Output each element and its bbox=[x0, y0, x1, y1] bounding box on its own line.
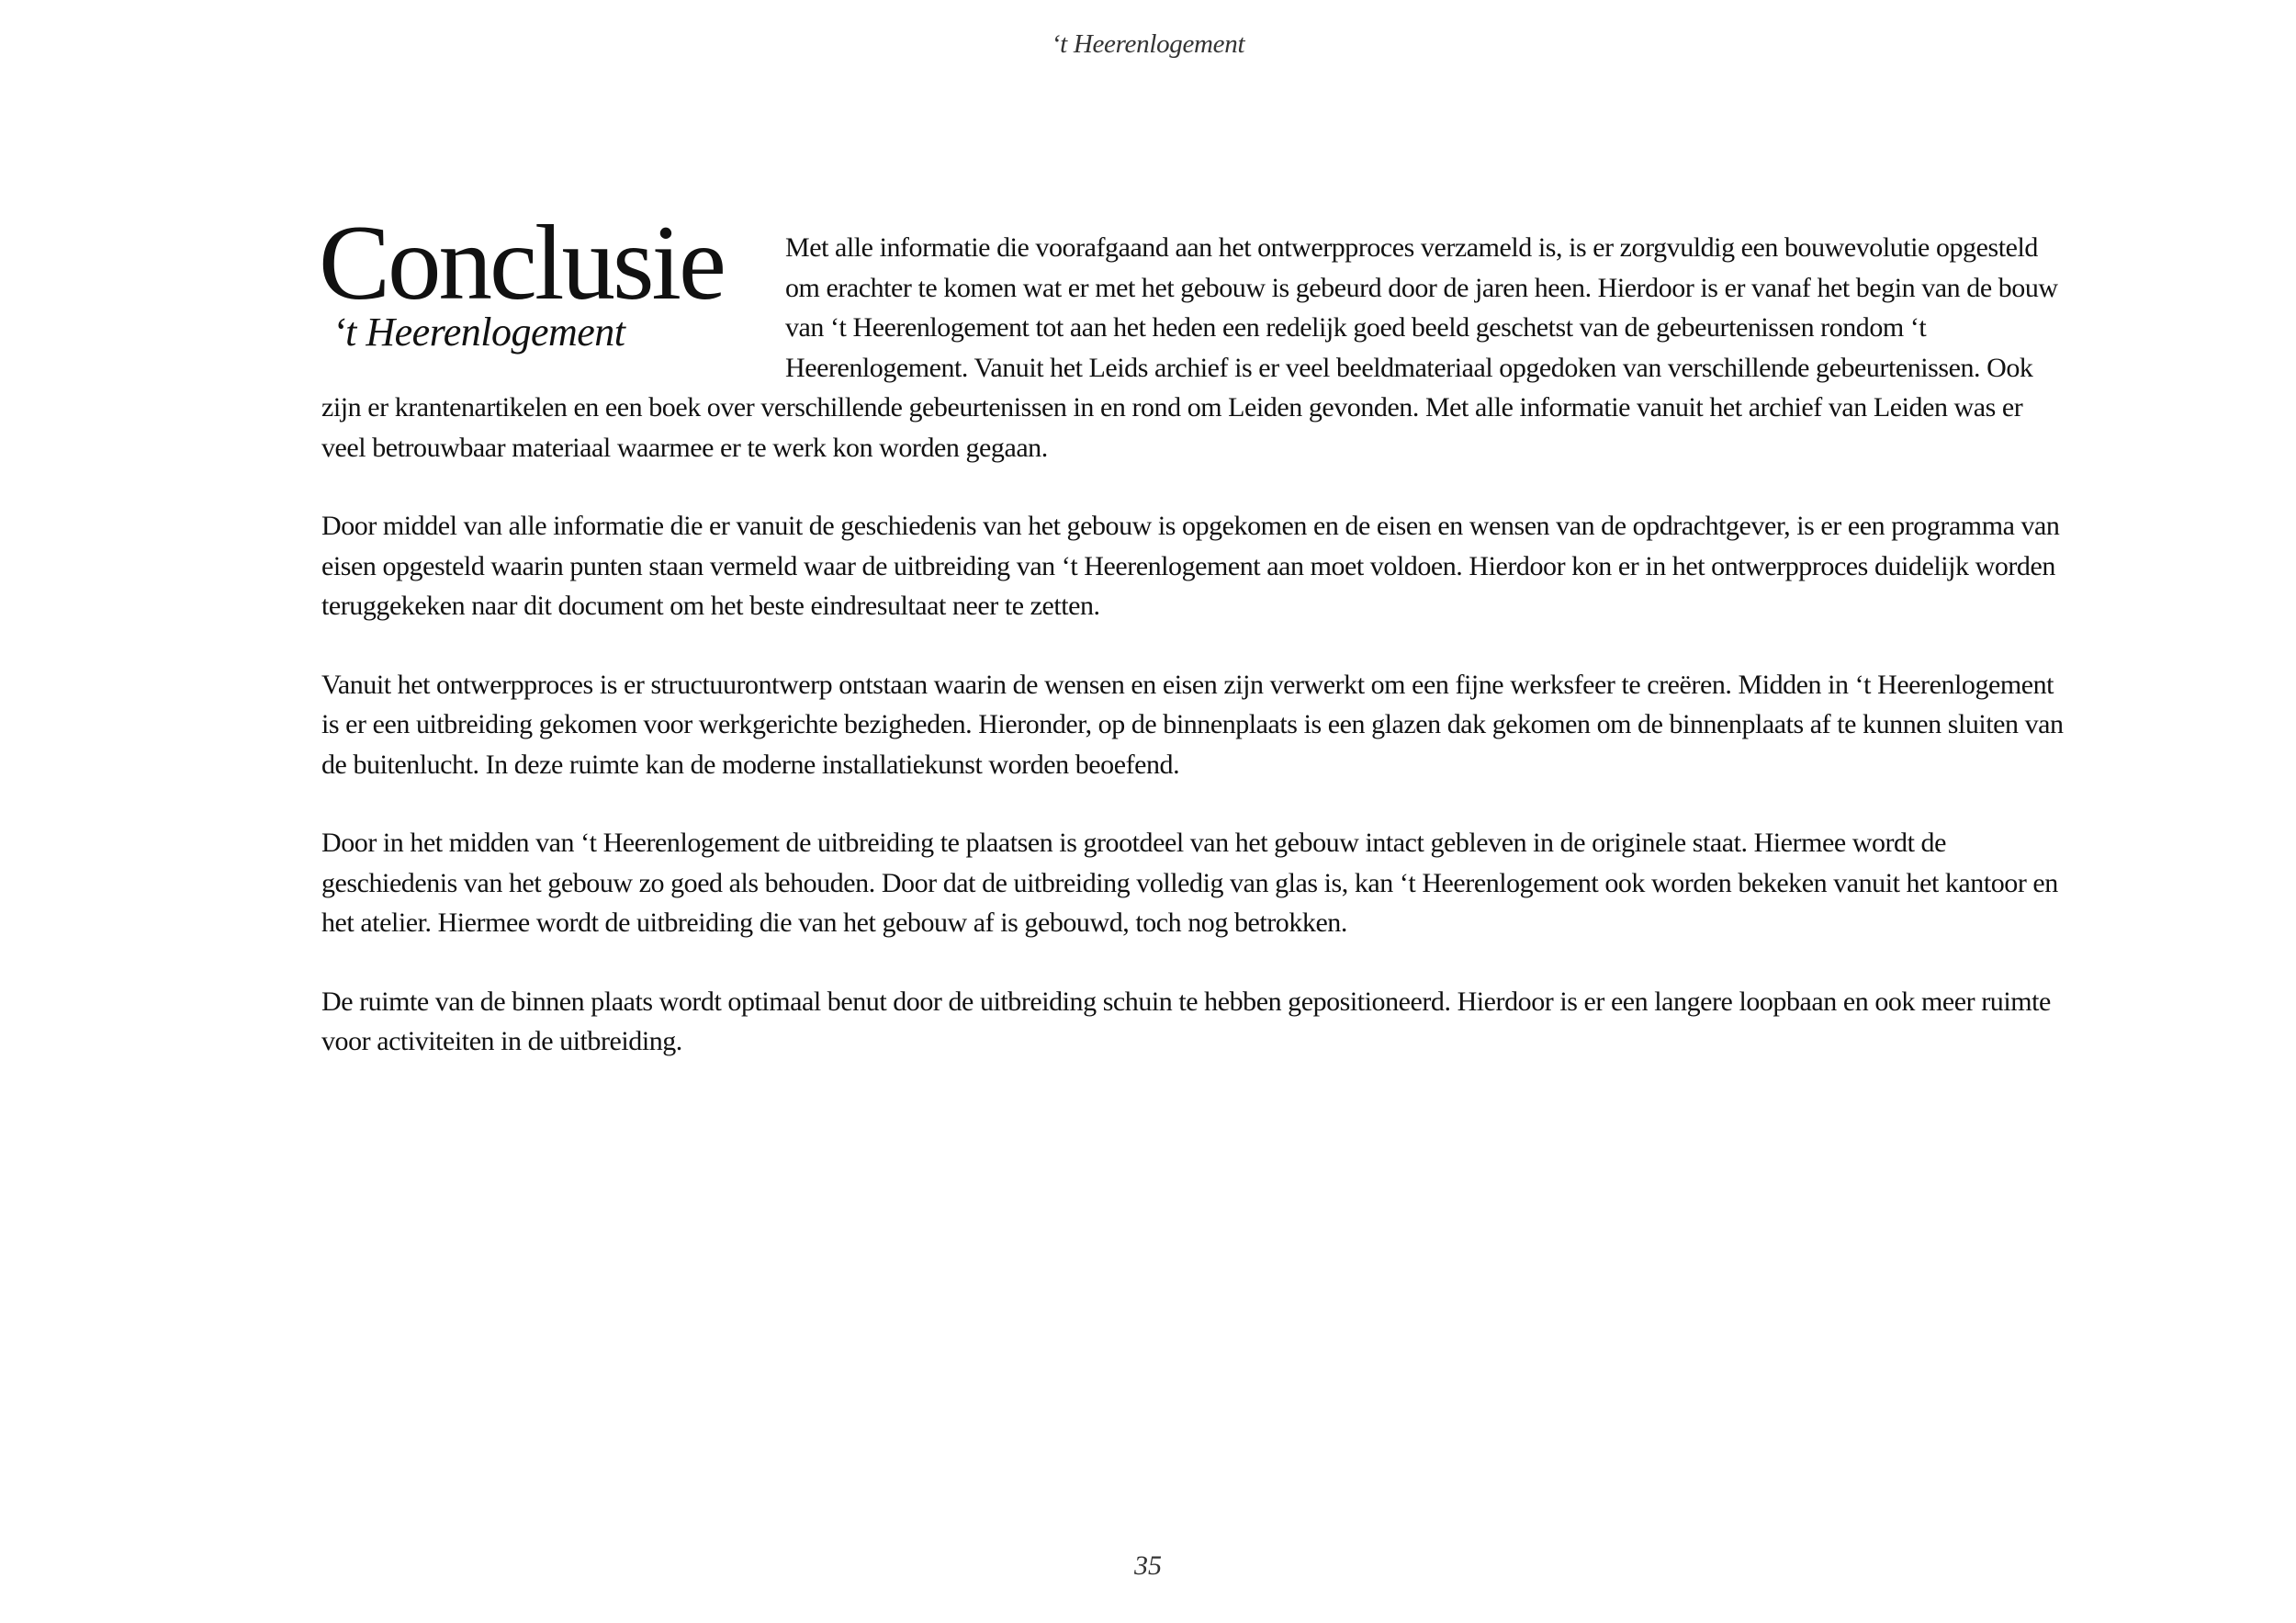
main-content bbox=[319, 204, 2066, 1100]
body-paragraph-5: De ruimte van de binnen plaats wordt optimaal benut door de uitbreiding schuin te hebben gepositioneerd. Hierdoor is er een langere loopbaan en ook meer ruimte voor activiteiten in de uitbreiding. bbox=[321, 986, 2051, 1056]
body-paragraph-1: Met alle informatie die voorafgaand aan het ontwerpproces verzameld is, is er zorgvuldig een bouwevolutie opgesteld om erachter te komen wat er met het gebouw is gebeurd door de jaren heen. Hierdoor is er vanaf het begin van de bouw van ‘t Heerenlogement tot aan het heden een redelijk goed beeld geschetst van de gebeurtenissen rondom ‘t Heerenlogement. Vanuit het Leids archief is er veel beeldmateriaal opgedoken van verschillende gebeurtenissen. Ook zijn er krantenartikelen en een boek over verschillende gebeurtenissen in en rond om Leiden gevonden. Met alle informatie vanuit het archief van Leiden was er veel betrouwbaar materiaal waarmee er te werk kon worden gegaan. bbox=[321, 232, 2058, 463]
page-subtitle: ‘t Heerenlogement bbox=[332, 310, 625, 355]
heading-block bbox=[319, 204, 785, 382]
page-title: Conclusie bbox=[319, 204, 724, 322]
body-paragraph-2: Door middel van alle informatie die er vanuit de geschiedenis van het gebouw is opgekomen en de eisen en wensen van de opdrachtgever, is er een programma van eisen opgesteld waarin punten staan vermeld waar de uitbreiding van ‘t Heerenlogement aan moet voldoen. Hierdoor kon er in het ontwerpproces duidelijk worden teruggekeken naar dit document om het beste eindresultaat neer te zetten. bbox=[321, 511, 2060, 621]
running-header: ‘t Heerenlogement bbox=[1051, 29, 1245, 59]
body-paragraph-4: Door in het midden van ‘t Heerenlogement de uitbreiding te plaatsen is grootdeel van het gebouw intact gebleven in de originele staat. Hiermee wordt de geschiedenis van het gebouw zo goed als behouden. Door dat de uitbreiding volledig van glas is, kan ‘t Heerenlogement ook worden bekeken vanuit het kantoor en het atelier. Hiermee wordt de uitbreiding die van het gebouw af is gebouwd, toch nog betrokken. bbox=[321, 828, 2058, 938]
body-paragraph-3: Vanuit het ontwerpproces is er structuurontwerp ontstaan waarin de wensen en eisen zijn verwerkt om een fijne werksfeer te creëren. Midden in ‘t Heerenlogement is er een uitbreiding gekomen voor werkgerichte bezigheden. Hieronder, op de binnenplaats is een glazen dak gekomen om de binnenplaats af te kunnen sluiten van de buitenlucht. In deze ruimte kan de moderne installatiekunst worden beoefend. bbox=[321, 669, 2064, 780]
page-number: 35 bbox=[1134, 1550, 1162, 1581]
